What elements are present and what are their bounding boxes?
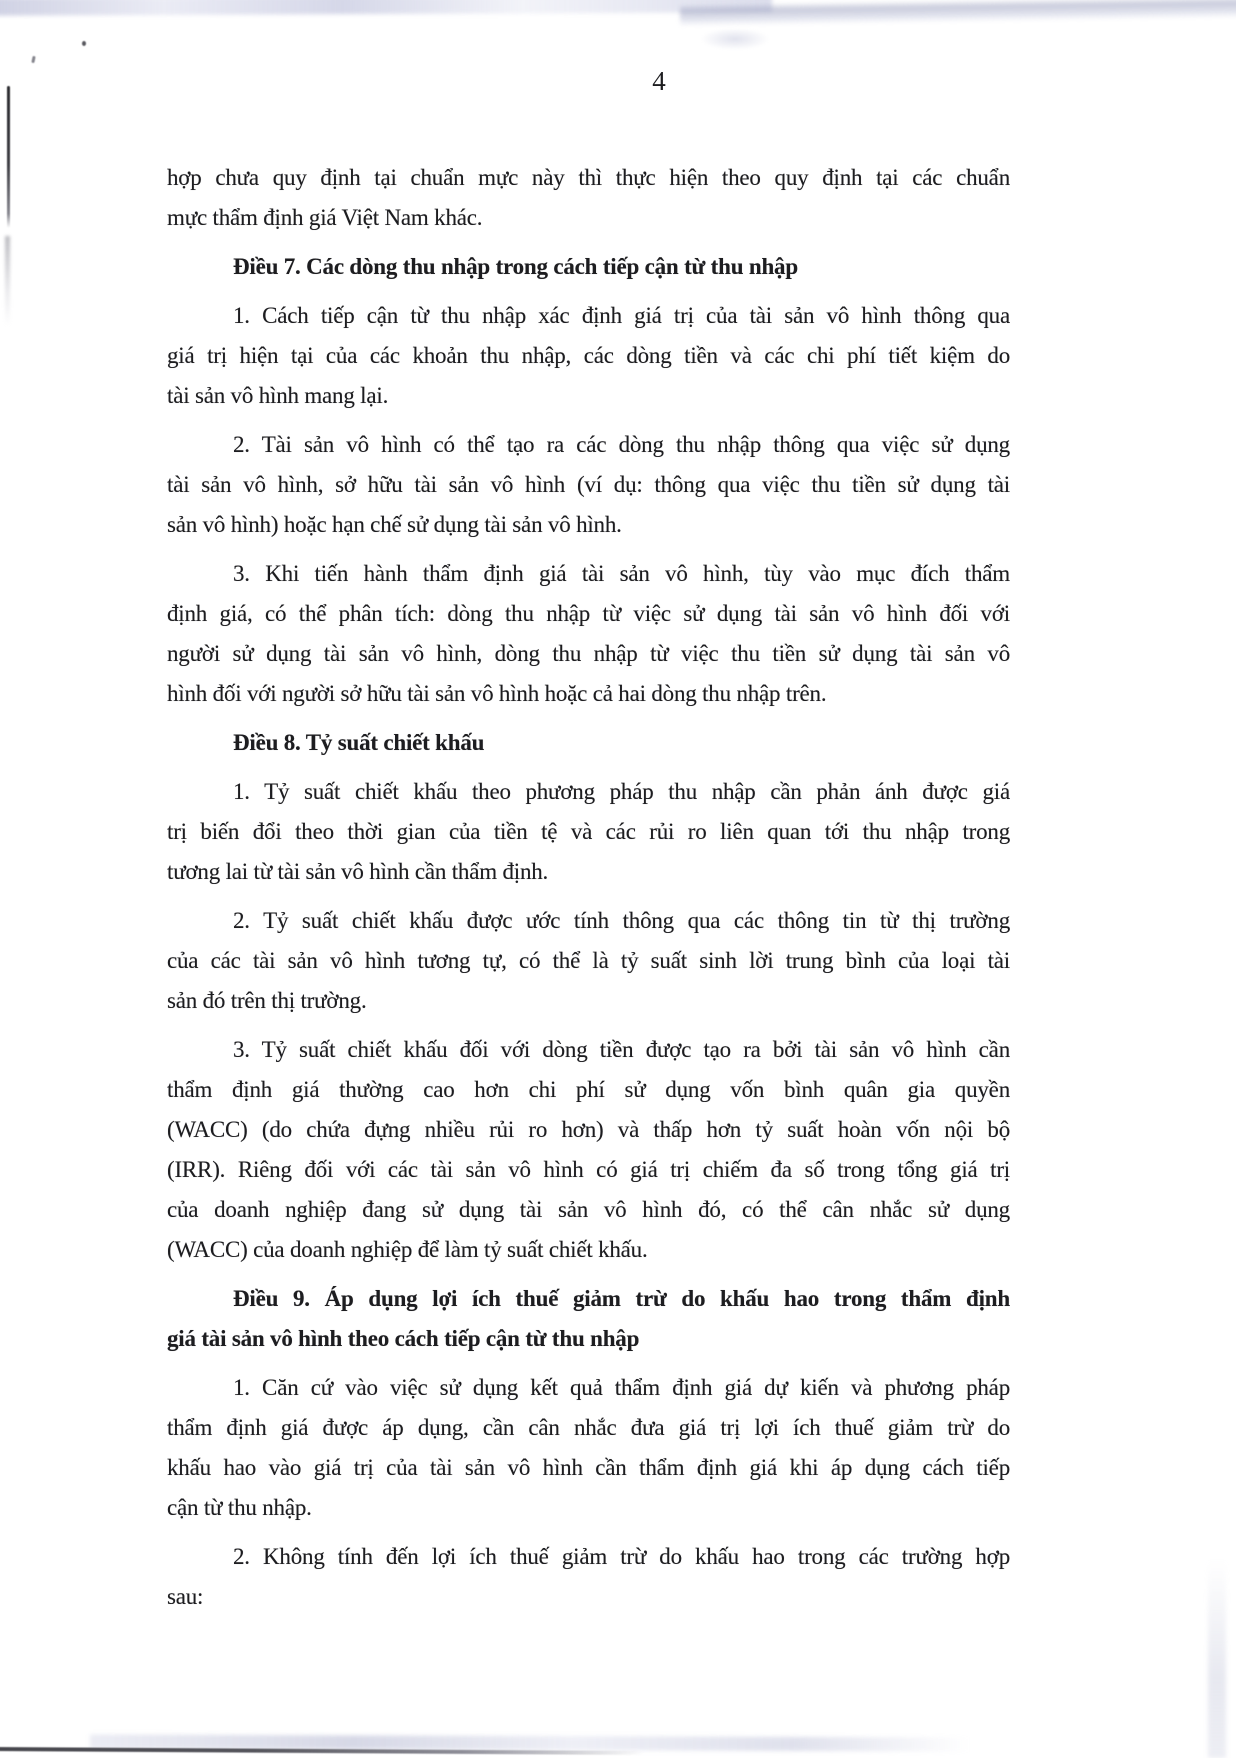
text-line: cận từ thu nhập.: [167, 1495, 312, 1520]
text-line: của các tài sản vô hình tương tự, có thể là tỷ suất sinh lời trung bình của loại tài: [167, 948, 1010, 973]
text-line: hợp chưa quy định tại chuẩn mực này thì thực hiện theo quy định tại các chuẩn: [167, 165, 1010, 190]
text-line: 1. Cách tiếp cận từ thu nhập xác định giá trị của tài sản vô hình thông qua: [233, 303, 1010, 328]
text-line: (WACC) (do chứa đựng nhiều rủi ro hơn) và thấp hơn tỷ suất hoàn vốn nội bộ: [167, 1117, 1010, 1142]
text-line: định giá, có thể phân tích: dòng thu nhập từ việc sử dụng tài sản vô hình đối với: [167, 601, 1010, 626]
text-line: mực thẩm định giá Việt Nam khác.: [167, 205, 483, 230]
text-line: tài sản vô hình, sở hữu tài sản vô hình (ví dụ: thông qua việc thu tiền sử dụng tài: [167, 472, 1010, 497]
heading-line: giá tài sản vô hình theo cách tiếp cận từ thu nhập: [167, 1326, 640, 1351]
text-line: 2. Tài sản vô hình có thể tạo ra các dòng thu nhập thông qua việc sử dụng: [233, 432, 1010, 457]
scan-line-left-edge: [7, 86, 10, 228]
text-line: 1. Căn cứ vào việc sử dụng kết quả thẩm định giá dự kiến và phương pháp: [233, 1375, 1010, 1400]
text-line: giá trị hiện tại của các khoản thu nhập, các dòng tiền và các chi phí tiết kiệm do: [167, 343, 1010, 368]
text-line: hình đối với người sở hữu tài sản vô hình hoặc cả hai dòng thu nhập trên.: [167, 681, 827, 706]
text-line: (IRR). Riêng đối với các tài sản vô hình có giá trị chiếm đa số trong tổng giá trị: [167, 1157, 1010, 1182]
text-line: 2. Không tính đến lợi ích thuế giảm trừ do khấu hao trong các trường hợp: [233, 1544, 1010, 1569]
text-line: 3. Khi tiến hành thẩm định giá tài sản vô hình, tùy vào mục đích thẩm: [233, 561, 1010, 586]
text-line: người sử dụng tài sản vô hình, dòng thu nhập từ việc thu tiền sử dụng tài sản vô: [167, 641, 1010, 666]
page-number: 4: [652, 66, 666, 96]
scan-noise-top-right-edge: [680, 0, 1236, 26]
text-line: tương lai từ tài sản vô hình cần thẩm định.: [167, 859, 549, 884]
text-line: trị biến đổi theo thời gian của tiền tệ và các rủi ro liên quan tới thu nhập trong: [167, 819, 1010, 844]
text-line: khấu hao vào giá trị của tài sản vô hình cần thẩm định giá khi áp dụng cách tiếp: [167, 1455, 1010, 1480]
scan-noise-top-edge: [0, 0, 772, 16]
text-line: 2. Tỷ suất chiết khấu được ước tính thông qua các thông tin từ thị trường: [233, 908, 1010, 933]
scan-speck-icon: [82, 41, 86, 46]
text-line: 1. Tỷ suất chiết khấu theo phương pháp thu nhập cần phản ánh được giá: [233, 779, 1010, 804]
scan-noise-bottom-edge: [90, 1734, 970, 1751]
heading-line: Điều 7. Các dòng thu nhập trong cách tiếp cận từ thu nhập: [233, 254, 798, 279]
scan-line-bottom-edge: [0, 1747, 644, 1755]
heading-line: Điều 9. Áp dụng lợi ích thuế giảm trừ do khấu hao trong thẩm định: [233, 1286, 1010, 1311]
text-line: 3. Tỷ suất chiết khấu đối với dòng tiền được tạo ra bởi tài sản vô hình cần: [233, 1037, 1010, 1062]
heading-line: Điều 8. Tỷ suất chiết khấu: [233, 730, 485, 755]
text-line: sản đó trên thị trường.: [167, 988, 367, 1013]
scan-smudge-top-middle: [700, 28, 770, 50]
text-line: sau:: [167, 1584, 204, 1609]
text-line: sản vô hình) hoặc hạn chế sử dụng tài sản vô hình.: [167, 512, 622, 537]
scan-smudge-left-edge: [5, 236, 10, 326]
scan-speck-icon: [31, 56, 35, 63]
text-line: (WACC) của doanh nghiệp để làm tỷ suất chiết khấu.: [167, 1237, 648, 1262]
scan-band-right-bottom-edge: [1208, 1560, 1226, 1758]
text-line: của doanh nghiệp đang sử dụng tài sản vô hình đó, có thể cân nhắc sử dụng: [167, 1197, 1010, 1222]
text-line: thẩm định giá thường cao hơn chi phí sử dụng vốn bình quân gia quyền: [167, 1077, 1010, 1102]
text-line: thẩm định giá được áp dụng, cần cân nhắc đưa giá trị lợi ích thuế giảm trừ do: [167, 1415, 1010, 1440]
text-line: tài sản vô hình mang lại.: [167, 383, 389, 408]
document-text-block: [167, 158, 1010, 1617]
